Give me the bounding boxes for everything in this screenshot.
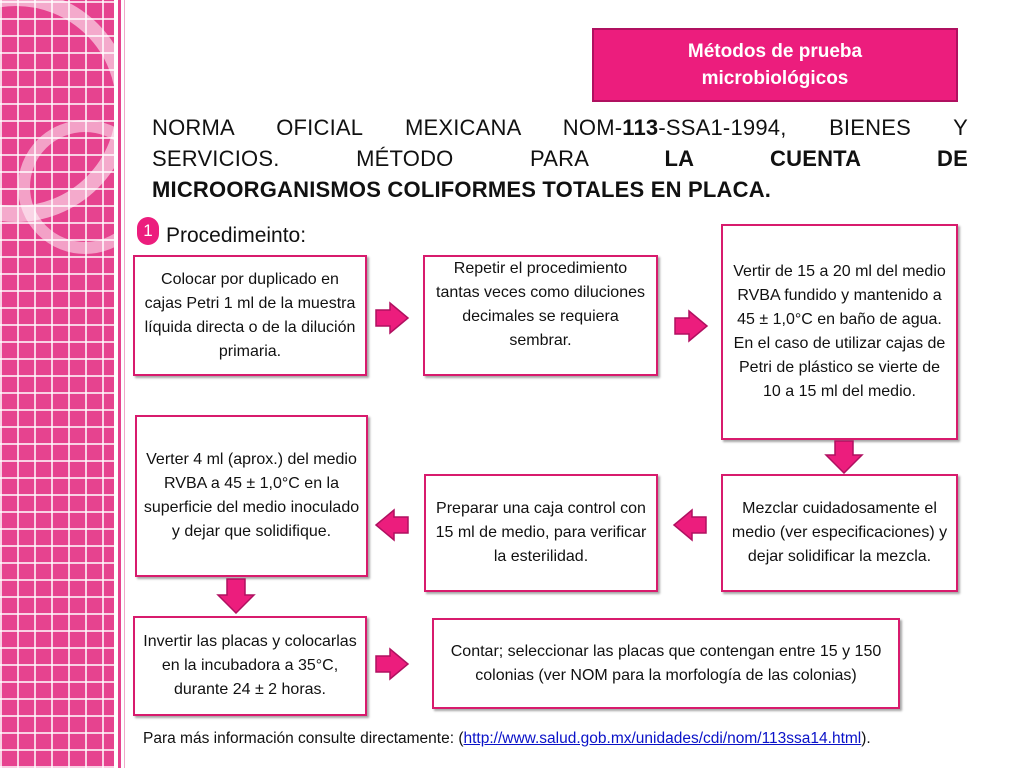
step-box-5: Preparar una caja control con 15 ml de medio, para verificar la esterilidad. bbox=[424, 474, 658, 592]
footer-link[interactable]: http://www.salud.gob.mx/unidades/cdi/nom/113ssa14.html bbox=[463, 730, 862, 747]
step-number-badge: 1 bbox=[137, 217, 159, 245]
norma-line: SERVICIOS. MÉTODO PARA LA CUENTA DE bbox=[152, 146, 968, 171]
decorative-grid-strip bbox=[0, 0, 114, 768]
footer-suffix: ). bbox=[861, 730, 871, 747]
step-box-7: Invertir las placas y colocarlas en la incubadora a 35°C, durante 24 ± 2 horas. bbox=[133, 616, 367, 716]
arrow-right-icon bbox=[673, 308, 709, 344]
step-box-3: Vertir de 15 a 20 ml del medio RVBA fundido y mantenido a 45 ± 1,0°C en baño de agua. En el caso de utilizar cajas de Petri de plástico se vierte de 10 a 15 ml del medio. bbox=[721, 224, 958, 440]
step-box-1: Colocar por duplicado en cajas Petri 1 ml de la muestra líquida directa o de la dilución primaria. bbox=[133, 255, 367, 376]
divider bbox=[124, 0, 125, 768]
step-box-8: Contar; seleccionar las placas que contengan entre 15 y 150 colonias (ver NOM para la morfología de las colonias) bbox=[432, 618, 900, 709]
arrow-right-icon bbox=[374, 300, 410, 336]
norma-line: MICROORGANISMOS COLIFORMES TOTALES EN PLACA. bbox=[152, 177, 772, 202]
arrow-right-icon bbox=[374, 646, 410, 682]
arrow-left-icon bbox=[374, 507, 410, 543]
norma-heading bbox=[152, 112, 968, 205]
procedure-label: Procedimeinto: bbox=[166, 224, 307, 247]
step-box-4: Mezclar cuidadosamente el medio (ver especificaciones) y dejar solidificar la mezcla. bbox=[721, 474, 958, 592]
step-box-2: Repetir el procedimiento tantas veces como diluciones decimales se requiera sembrar. bbox=[423, 255, 658, 376]
footer-note bbox=[143, 730, 871, 748]
footer-prefix: Para más información consulte directamente: ( bbox=[143, 730, 464, 747]
step-box-6: Verter 4 ml (aprox.) del medio RVBA a 45 ± 1,0°C en la superficie del medio inoculado y dejar que solidifique. bbox=[135, 415, 368, 577]
arrow-down-icon bbox=[216, 578, 256, 614]
norma-line: NORMA OFICIAL MEXICANA NOM-113-SSA1-1994, BIENES Y bbox=[152, 115, 968, 140]
divider bbox=[118, 0, 121, 768]
arrow-down-icon bbox=[824, 440, 864, 474]
arrow-left-icon bbox=[672, 507, 708, 543]
slide-title: Métodos de prueba microbiológicos bbox=[592, 28, 958, 102]
